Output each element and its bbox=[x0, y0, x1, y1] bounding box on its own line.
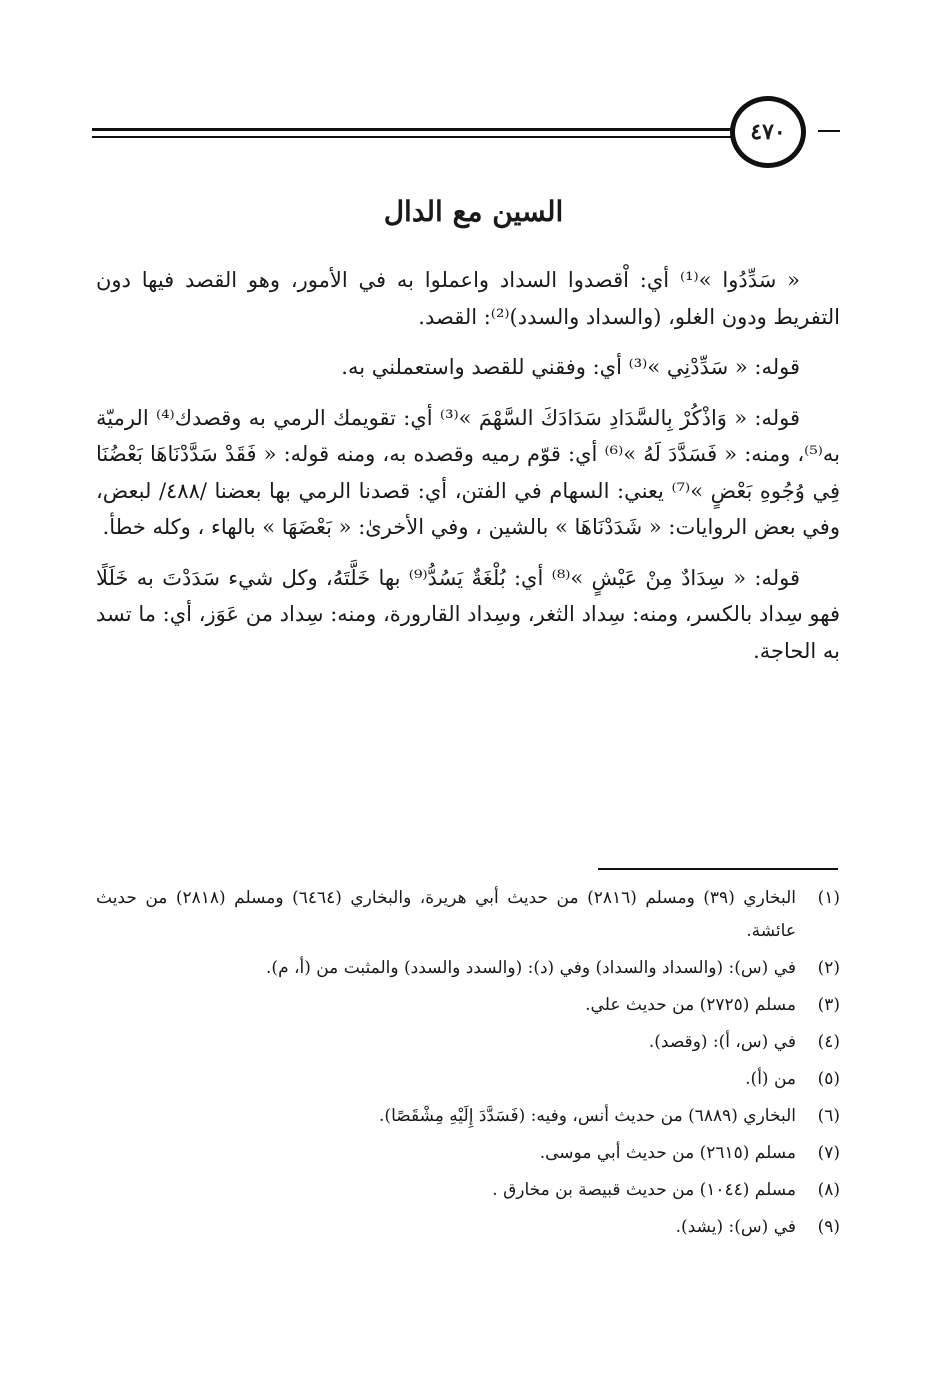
main-text bbox=[96, 262, 840, 669]
footnote bbox=[96, 1026, 840, 1059]
footnote-number: (٥) bbox=[817, 1069, 840, 1089]
footnote-text: في (س): (والسداد والسداد) وفي (د): (والسدد والسدد) والمثبت من (أ، م). bbox=[266, 958, 796, 978]
footnote-text: في (س، أ): (وقصد). bbox=[648, 1032, 796, 1052]
footnote-number: (٩) bbox=[817, 1217, 840, 1237]
footnote-text: مسلم (٢٦١٥) من حديث أبي موسى. bbox=[539, 1143, 796, 1163]
section-title: السين مع الدال bbox=[383, 195, 564, 228]
paragraph: قوله: « سِدَادٌ مِنْ عَيْشٍ »⁽⁸⁾ أي: بُلْغَةٌ يَسُدُّ⁽⁹⁾ بها خَلَّتَهُ، وكل شيء سَدَدْتَ به خَلَلًا فهو سِداد بالكسر، ومنه: سِداد الثغر، وسِداد القارورة، ومنه: سِداد من عَوَز، أي: ما تسد به الحاجة. bbox=[96, 565, 840, 663]
paragraph: قوله: « وَاذْكُرْ بِالسَّدَادِ سَدَادَكَ السَّهْمَ »⁽³⁾ أي: تقويمك الرمي به وقصدك⁽⁴⁾ الرميّة به⁽⁵⁾، ومنه: « فَسَدَّدَ لَهُ »⁽⁶⁾ أي: قوّم رميه وقصده به، ومنه قوله: « فَقَدْ سَدَّدْنَاهَا بَعْضُنَا فِي وُجُوهِ بَعْضٍ »⁽⁷⁾ يعني: السهام في الفتن، أي: قصدنا الرمي بها بعضنا /٤٨٨/ لبعض، وفي بعض الروايات: « شَدَدْنَاهَا » بالشين ، وفي الأخرىٰ: « بَعْضَهَا » بالهاء ، وكله خطأ. bbox=[96, 405, 841, 539]
footnote bbox=[96, 952, 840, 985]
page-number: ٤٧٠ bbox=[730, 96, 806, 168]
footnote-text: البخاري (٦٨٨٩) من حديث أنس، وفيه: (فَسَدَّدَ إِلَيْهِ مِشْقَصًا). bbox=[379, 1106, 796, 1126]
footnote-number: (٢) bbox=[817, 958, 840, 978]
footnote bbox=[96, 989, 840, 1022]
header-rule-thick bbox=[92, 128, 732, 131]
paragraph: « سَدِّدُوا »⁽¹⁾ أي: اْقصدوا السداد واعملوا به في الأمور، وهو القصد فيها دون التفريط ودون الغلو، (والسداد والسدد)⁽²⁾: القصد. bbox=[96, 268, 840, 329]
paragraph: قوله: « سَدِّدْنِي »⁽³⁾ أي: وفقني للقصد واستعملني به. bbox=[341, 355, 800, 379]
footnotes bbox=[96, 882, 840, 1248]
footnote-number: (٨) bbox=[817, 1180, 840, 1200]
footnote bbox=[96, 1100, 840, 1133]
footnote bbox=[96, 1063, 840, 1096]
footnote bbox=[96, 1211, 840, 1244]
footnote bbox=[96, 882, 840, 948]
footnote-number: (٣) bbox=[817, 995, 840, 1015]
footnote-number: (٤) bbox=[817, 1032, 840, 1052]
footnote-text: من (أ). bbox=[745, 1069, 796, 1089]
header-rule-right bbox=[818, 130, 840, 132]
page-header bbox=[0, 0, 947, 200]
footnote-text: في (س): (يشد). bbox=[675, 1217, 796, 1237]
footnote-text: البخاري (٣٩) ومسلم (٢٨١٦) من حديث أبي هريرة، والبخاري (٦٤٦٤) ومسلم (٢٨١٨) من حديث عائشة. bbox=[96, 888, 797, 941]
header-rule-thin bbox=[92, 136, 732, 138]
footnote-text: مسلم (٢٧٢٥) من حديث علي. bbox=[585, 995, 796, 1015]
footnote-separator bbox=[598, 868, 838, 870]
footnote bbox=[96, 1174, 840, 1207]
footnote-number: (٧) bbox=[817, 1143, 840, 1163]
footnote bbox=[96, 1137, 840, 1170]
footnote-number: (١) bbox=[817, 888, 840, 908]
footnote-text: مسلم (١٠٤٤) من حديث قبيصة بن مخارق . bbox=[492, 1180, 796, 1200]
footnote-number: (٦) bbox=[817, 1106, 840, 1126]
